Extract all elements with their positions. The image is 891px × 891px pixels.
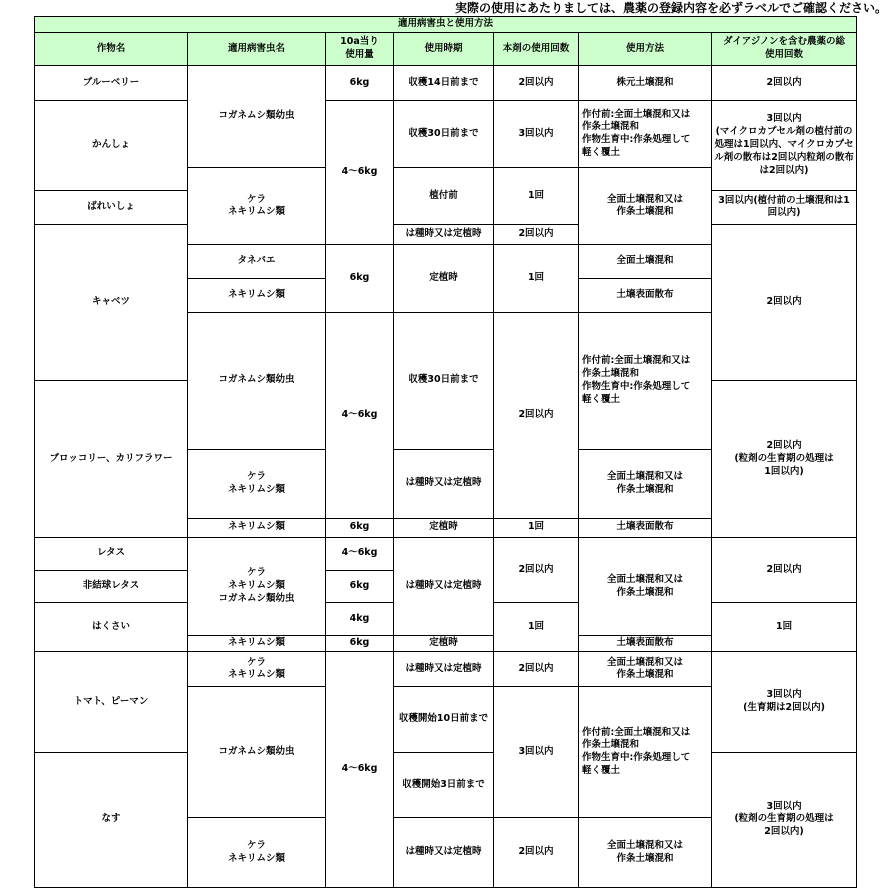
amount-cell: 4～6kg — [326, 537, 394, 570]
pest-cell: ケラ ネキリムシ類 — [188, 449, 326, 518]
total-cell: 3回以内 (粒剤の生育期の処理は 2回以内) — [712, 752, 857, 887]
amount-cell: 6kg — [326, 570, 394, 603]
pest-cell: コガネムシ類幼虫 — [188, 312, 326, 449]
amount-cell: 6kg — [326, 66, 394, 101]
total-cell: 3回以内(植付前の土壌混和は1回以内) — [712, 191, 857, 225]
timing-cell: は種時又は定植時 — [394, 818, 494, 888]
crop-hakusai: はくさい — [35, 603, 188, 652]
count-cell: 2回以内 — [494, 224, 579, 244]
method-cell: 作付前:全面土壌混和又は 作条土壌混和 作物生育中:作条処理して 軽く覆土 — [579, 100, 712, 168]
count-cell: 2回以内 — [494, 652, 579, 687]
pest-cell: コガネムシ類幼虫 — [188, 687, 326, 818]
total-cell: 3回以内 (生育期は2回以内) — [712, 652, 857, 752]
pesticide-usage-table — [34, 16, 857, 888]
timing-cell: 収穫30日前まで — [394, 100, 494, 168]
crop-nasu: なす — [35, 752, 188, 887]
table-group-header: 適用病害虫と使用方法 — [35, 17, 857, 33]
method-cell: 全面土壌混和又は 作条土壌混和 — [579, 652, 712, 687]
header-total: ダイアジノンを含む農薬の総 使用回数 — [712, 33, 857, 66]
amount-cell: 4～6kg — [326, 652, 394, 888]
header-count: 本剤の使用回数 — [494, 33, 579, 66]
count-cell: 1回 — [494, 245, 579, 313]
crop-kansho: かんしょ — [35, 100, 188, 190]
timing-cell: 収穫開始3日前まで — [394, 752, 494, 818]
pest-cell: タネバエ — [188, 245, 326, 279]
timing-cell: 収穫開始10日前まで — [394, 687, 494, 753]
method-cell: 作付前:全面土壌混和又は 作条土壌混和 作物生育中:作条処理して 軽く覆土 — [579, 312, 712, 449]
header-pest: 適用病害虫名 — [188, 33, 326, 66]
pest-cell: ネキリムシ類 — [188, 518, 326, 537]
total-cell: 3回以内 (マイクロカプセル剤の植付前の処理は1回以内、マイクロカプセル剤の散布は2回以内粒剤の散布は2回以内) — [712, 100, 857, 190]
timing-cell: 定植時 — [394, 245, 494, 313]
header-crop: 作物名 — [35, 33, 188, 66]
timing-cell: は種時又は定植時 — [394, 224, 494, 244]
method-cell: 全面土壌混和又は 作条土壌混和 — [579, 818, 712, 888]
amount-cell: 4kg — [326, 603, 394, 636]
crop-tomato-pepper: トマト、ピーマン — [35, 652, 188, 752]
timing-cell: は種時又は定植時 — [394, 652, 494, 687]
amount-cell: 4～6kg — [326, 312, 394, 518]
method-cell: 株元土壌混和 — [579, 66, 712, 101]
method-cell: 作付前:全面土壌混和又は 作条土壌混和 作物生育中:作条処理して 軽く覆土 — [579, 687, 712, 818]
total-cell: 2回以内 — [712, 537, 857, 603]
method-cell: 土壌表面散布 — [579, 279, 712, 313]
crop-lettuce: レタス — [35, 537, 188, 570]
label-notice: 実際の使用にあたりましては、農薬の登録内容を必ずラベルでご確認ください。 — [454, 1, 887, 15]
timing-cell: は種時又は定植時 — [394, 537, 494, 635]
crop-bareisho: ばれいしょ — [35, 191, 188, 225]
count-cell: 2回以内 — [494, 312, 579, 518]
method-cell: 全面土壌混和 — [579, 245, 712, 279]
timing-cell: 植付前 — [394, 168, 494, 224]
count-cell: 1回 — [494, 603, 579, 652]
count-cell: 1回 — [494, 168, 579, 224]
method-cell: 土壌表面散布 — [579, 518, 712, 537]
method-cell: 土壌表面散布 — [579, 636, 712, 652]
method-cell: 全面土壌混和又は 作条土壌混和 — [579, 168, 712, 245]
count-cell: 2回以内 — [494, 537, 579, 603]
amount-cell: 6kg — [326, 636, 394, 652]
count-cell: 2回以内 — [494, 818, 579, 888]
timing-cell: は種時又は定植時 — [394, 449, 494, 518]
crop-broccoli: ブロッコリー、カリフラワー — [35, 381, 188, 538]
crop-nonhead-lettuce: 非結球レタス — [35, 570, 188, 603]
header-method: 使用方法 — [579, 33, 712, 66]
header-timing: 使用時期 — [394, 33, 494, 66]
method-cell: 全面土壌混和又は 作条土壌混和 — [579, 537, 712, 635]
timing-cell: 定植時 — [394, 636, 494, 652]
timing-cell: 収穫14日前まで — [394, 66, 494, 101]
crop-blueberry: ブルーベリー — [35, 66, 188, 101]
count-cell: 2回以内 — [494, 66, 579, 101]
pest-cell: ケラ ネキリムシ類 コガネムシ類幼虫 — [188, 537, 326, 635]
timing-cell: 収穫30日前まで — [394, 312, 494, 449]
total-cell: 2回以内 (粒剤の生育期の処理は 1回以内) — [712, 381, 857, 538]
count-cell: 1回 — [494, 518, 579, 537]
timing-cell: 定植時 — [394, 518, 494, 537]
amount-cell: 6kg — [326, 518, 394, 537]
pest-cell: ネキリムシ類 — [188, 636, 326, 652]
crop-cabbage: キャベツ — [35, 224, 188, 381]
pest-cell: ケラ ネキリムシ類 — [188, 818, 326, 888]
total-cell: 2回以内 — [712, 224, 857, 381]
method-cell: 全面土壌混和又は 作条土壌混和 — [579, 449, 712, 518]
amount-cell: 6kg — [326, 245, 394, 313]
total-cell: 1回 — [712, 603, 857, 652]
pest-cell: コガネムシ類幼虫 — [188, 66, 326, 168]
total-cell: 2回以内 — [712, 66, 857, 101]
header-amount: 10a当り 使用量 — [326, 33, 394, 66]
pest-cell: ネキリムシ類 — [188, 279, 326, 313]
pest-cell: ケラ ネキリムシ類 — [188, 168, 326, 245]
count-cell: 3回以内 — [494, 687, 579, 818]
pest-cell: ケラ ネキリムシ類 — [188, 652, 326, 687]
count-cell: 3回以内 — [494, 100, 579, 168]
amount-cell: 4～6kg — [326, 100, 394, 244]
